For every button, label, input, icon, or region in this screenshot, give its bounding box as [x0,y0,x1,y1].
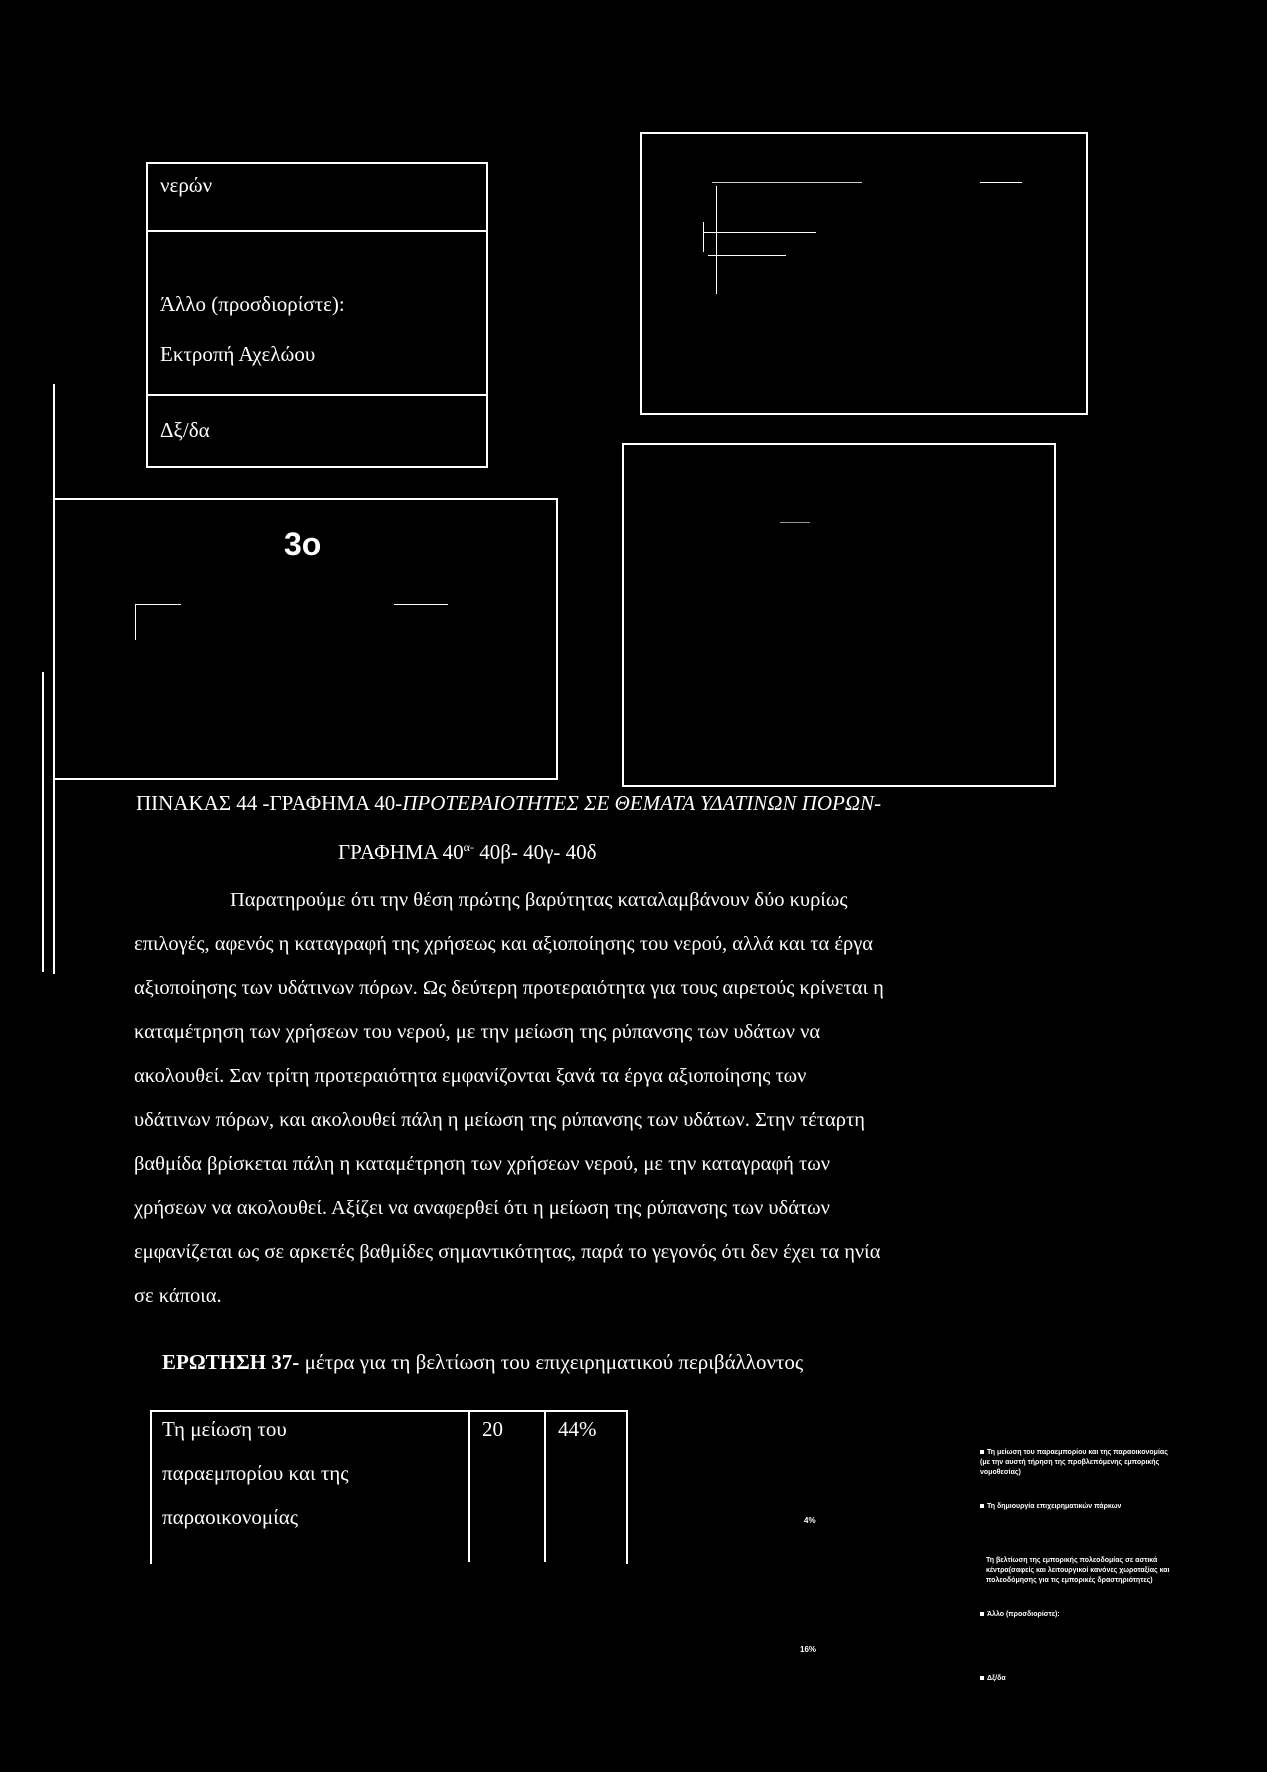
legend-label: Τη μείωση του παραεμπορίου και της παραοικονομίας (με την αυστή τήρηση της προβλεπόμενης εμπορικής νομοθεσίας) [980,1449,1168,1476]
pie-legend-item [980,1610,1170,1620]
legend-label: Άλλο (προσδιορίστε): [987,1611,1060,1618]
table-cell-percent: 44% [558,1417,597,1441]
chart-axis-vertical [135,604,136,640]
table-cell: παραεμπορίου και της [162,1461,349,1485]
left-margin-line-lower [42,672,44,972]
pie-legend-item [980,1502,1170,1512]
chart-gridline [394,604,448,605]
pie-legend-item [986,1556,1176,1586]
caption-chart-ref: ΓΡΑΦΗΜΑ 40 [338,840,464,864]
paragraph-line: ακολουθεί. Σαν τρίτη προτεραιότητα εμφανίζονται ξανά τα έργα αξιοποίησης των [134,1065,807,1087]
caption-prefix: ΠΙΝΑΚΑΣ 44 -ΓΡΑΦΗΜΑ 40- [136,791,403,815]
table-cell: νερών [160,173,213,197]
paragraph-line: αξιοποίησης των υδάτινων πόρων. Ως δεύτερη προτεραιότητα για τους αιρετούς κρίνεται η [134,977,884,999]
paragraph-line: σε κάποια. [134,1285,222,1307]
table-caption-line2 [338,834,597,865]
table-cell: παραοικονομίας [162,1505,299,1529]
legend-label: Τη βελτίωση της εμπορικής πολεοδομίας σε αστικά κέντρα(σαφείς και λειτουργικοί κανόνες χωροταξίας και πολεοδόμησης για τις εμπορικές δραστηριότητες) [986,1557,1170,1584]
chart-frame-middle-right [622,443,1056,787]
chart-gridline [712,182,862,183]
chart-rank-label: 3ο [284,526,322,562]
chart-gridline [980,182,1022,183]
chart-gridline [708,255,786,256]
paragraph-line: υδάτινων πόρων, και ακολουθεί πάλη η μείωση της ρύπανσης των υδάτων. Στην τέταρτη [134,1109,865,1131]
table-row [148,396,486,464]
paragraph-line: καταμέτρηση των χρήσεων του νερού, με την μείωση της ρύπανσης των υδάτων να [134,1021,821,1043]
top-options-table [146,162,488,468]
question-text: μέτρα για τη βελτίωση του επιχειρηματικού περιβάλλοντος [299,1350,804,1374]
paragraph-line: βαθμίδα βρίσκεται πάλη η καταμέτρηση των χρήσεων νερού, με την καταγραφή των [134,1153,831,1175]
table-row [148,232,486,396]
chart-mark [780,522,810,523]
pie-label-16: 16% [800,1645,817,1654]
pie-label-4: 4% [804,1516,816,1525]
chart-frame-bottom [54,778,558,780]
table-cell-count: 20 [482,1417,503,1441]
question-number: ΕΡΩΤΗΣΗ 37- [162,1350,300,1374]
legend-label: Τη δημιουργία επιχειρηματικών πάρκων [987,1503,1122,1510]
pie-legend-item [980,1448,1170,1478]
paragraph-line: επιλογές, αφενός η καταγραφή της χρήσεως και αξιοποίησης του νερού, αλλά και τα έργα [134,933,874,955]
chart-gridline [704,232,816,233]
table-cell: Άλλο (προσδιορίστε): [160,292,345,316]
table-row [148,164,486,232]
table-cell: Δξ/δα [160,418,210,442]
pie-legend-item [980,1674,1170,1684]
legend-label: Δξ/δα [987,1675,1006,1682]
table-caption-line1 [136,790,881,816]
table-column-divider [544,1410,546,1562]
chart-axis-vertical [716,186,717,294]
table-cell: Εκτροπή Αχελώου [160,342,316,366]
chart-tick [703,222,704,252]
body-paragraph [134,878,1134,1318]
paragraph-line: χρήσεων να ακολουθεί. Αξίζει να αναφερθεί ότι η μείωση της ρύπανσης των υδάτων [134,1197,830,1219]
legend-swatch [980,1676,984,1680]
chart-frame-top-right [640,132,1088,415]
question-heading [162,1350,803,1375]
legend-swatch [980,1450,984,1454]
legend-swatch [980,1504,984,1508]
table-cell: Τη μείωση του [162,1417,287,1441]
paragraph-line: εμφανίζεται ως σε αρκετές βαθμίδες σημαντικότητας, παρά το γεγονός ότι δεν έχει τα ηνία [134,1241,881,1263]
legend-swatch [980,1612,984,1616]
table-column-divider [468,1410,470,1562]
caption-sup: α- [463,840,474,854]
chart-gridline [135,604,181,605]
caption-title: ΠΡΟΤΕΡΑΙΟΤΗΤΕΣ ΣΕ ΘΕΜΑΤΑ ΥΔΑΤΙΝΩΝ ΠΟΡΩΝ- [402,791,882,815]
caption-chart-refs: 40β- 40γ- 40δ [473,840,597,864]
paragraph-line: Παρατηρούμε ότι την θέση πρώτης βαρύτητας καταλαμβάνουν δύο κυρίως [230,889,848,911]
